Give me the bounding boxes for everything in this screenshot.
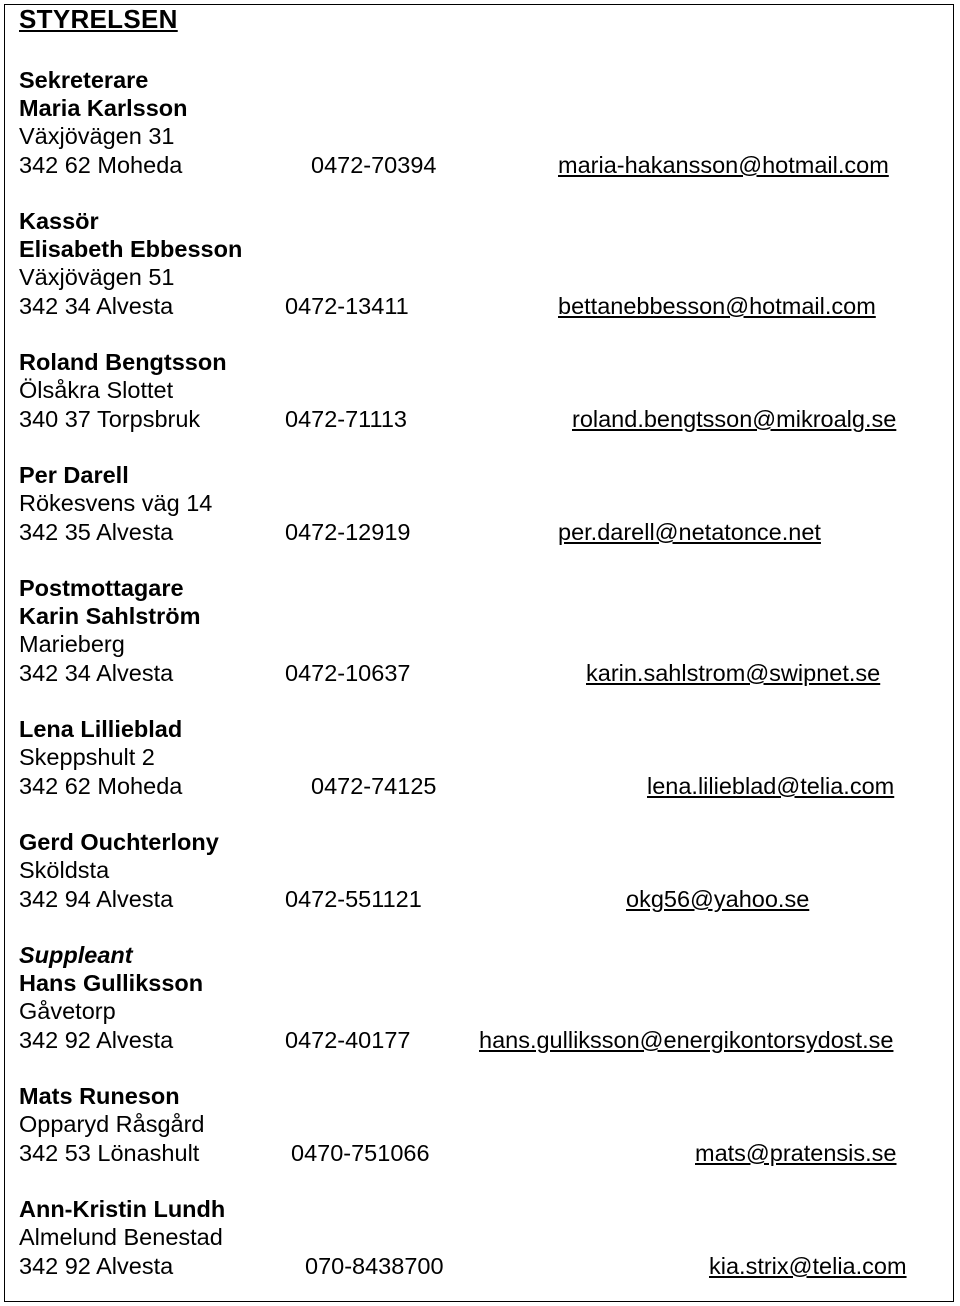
member-role: Kassör: [19, 208, 99, 234]
member-email-link[interactable]: karin.sahlstrom@swipnet.se: [586, 660, 881, 686]
member-role: Postmottagare: [19, 575, 184, 601]
member-street: Opparyd Råsgård: [19, 1111, 205, 1137]
member-city: 342 94 Alvesta: [19, 886, 174, 912]
member-name: Hans Gulliksson: [19, 970, 204, 996]
member-city: 342 92 Alvesta: [19, 1253, 174, 1279]
member-phone: 0472-74125: [311, 773, 437, 799]
member-street: Marieberg: [19, 631, 125, 657]
member-phone: 0472-10637: [285, 660, 411, 686]
member-email-link[interactable]: mats@pratensis.se: [695, 1140, 897, 1166]
member-name: Mats Runeson: [19, 1083, 180, 1109]
member-email-link[interactable]: hans.gulliksson@energikontorsydost.se: [479, 1027, 894, 1053]
member-street: Skeppshult 2: [19, 744, 155, 770]
member-name: Roland Bengtsson: [19, 349, 227, 375]
member-name: Lena Lillieblad: [19, 716, 183, 742]
member-name: Karin Sahlström: [19, 603, 201, 629]
member-email-link[interactable]: maria-hakansson@hotmail.com: [558, 152, 889, 178]
member-street: Ölsåkra Slottet: [19, 377, 174, 403]
member-email-link[interactable]: kia.strix@telia.com: [709, 1253, 907, 1279]
member-street: Gåvetorp: [19, 998, 116, 1024]
member-email-link[interactable]: per.darell@netatonce.net: [558, 519, 821, 545]
member-street: Sköldsta: [19, 857, 110, 883]
member-city: 342 34 Alvesta: [19, 293, 174, 319]
member-street: Växjövägen 31: [19, 123, 175, 149]
member-street: Rökesvens väg 14: [19, 490, 213, 516]
member-city: 342 34 Alvesta: [19, 660, 174, 686]
member-name: Elisabeth Ebbesson: [19, 236, 243, 262]
member-email-link[interactable]: lena.lilieblad@telia.com: [647, 773, 895, 799]
member-phone: 0472-13411: [285, 293, 409, 319]
member-email-link[interactable]: okg56@yahoo.se: [626, 886, 810, 912]
member-name: Maria Karlsson: [19, 95, 188, 121]
member-city: 342 62 Moheda: [19, 152, 183, 178]
member-email-link[interactable]: roland.bengtsson@mikroalg.se: [572, 406, 897, 432]
member-phone: 0472-71113: [285, 406, 407, 432]
member-street: Växjövägen 51: [19, 264, 175, 290]
member-role: Suppleant: [19, 942, 133, 968]
member-name: Ann-Kristin Lundh: [19, 1196, 226, 1222]
member-city: 340 37 Torpsbruk: [19, 406, 201, 432]
member-phone: 0472-70394: [311, 152, 437, 178]
member-city: 342 35 Alvesta: [19, 519, 174, 545]
member-city: 342 53 Lönashult: [19, 1140, 200, 1166]
member-phone: 0472-551121: [285, 886, 422, 912]
page-title: STYRELSEN: [19, 4, 178, 34]
member-name: Per Darell: [19, 462, 129, 488]
member-phone: 070-8438700: [305, 1253, 444, 1279]
member-name: Gerd Ouchterlony: [19, 829, 219, 855]
member-phone: 0472-40177: [285, 1027, 411, 1053]
member-phone: 0472-12919: [285, 519, 411, 545]
member-role: Sekreterare: [19, 67, 149, 93]
member-street: Almelund Benestad: [19, 1224, 223, 1250]
member-phone: 0470-751066: [291, 1140, 430, 1166]
member-city: 342 92 Alvesta: [19, 1027, 174, 1053]
member-email-link[interactable]: bettanebbesson@hotmail.com: [558, 293, 876, 319]
member-city: 342 62 Moheda: [19, 773, 183, 799]
